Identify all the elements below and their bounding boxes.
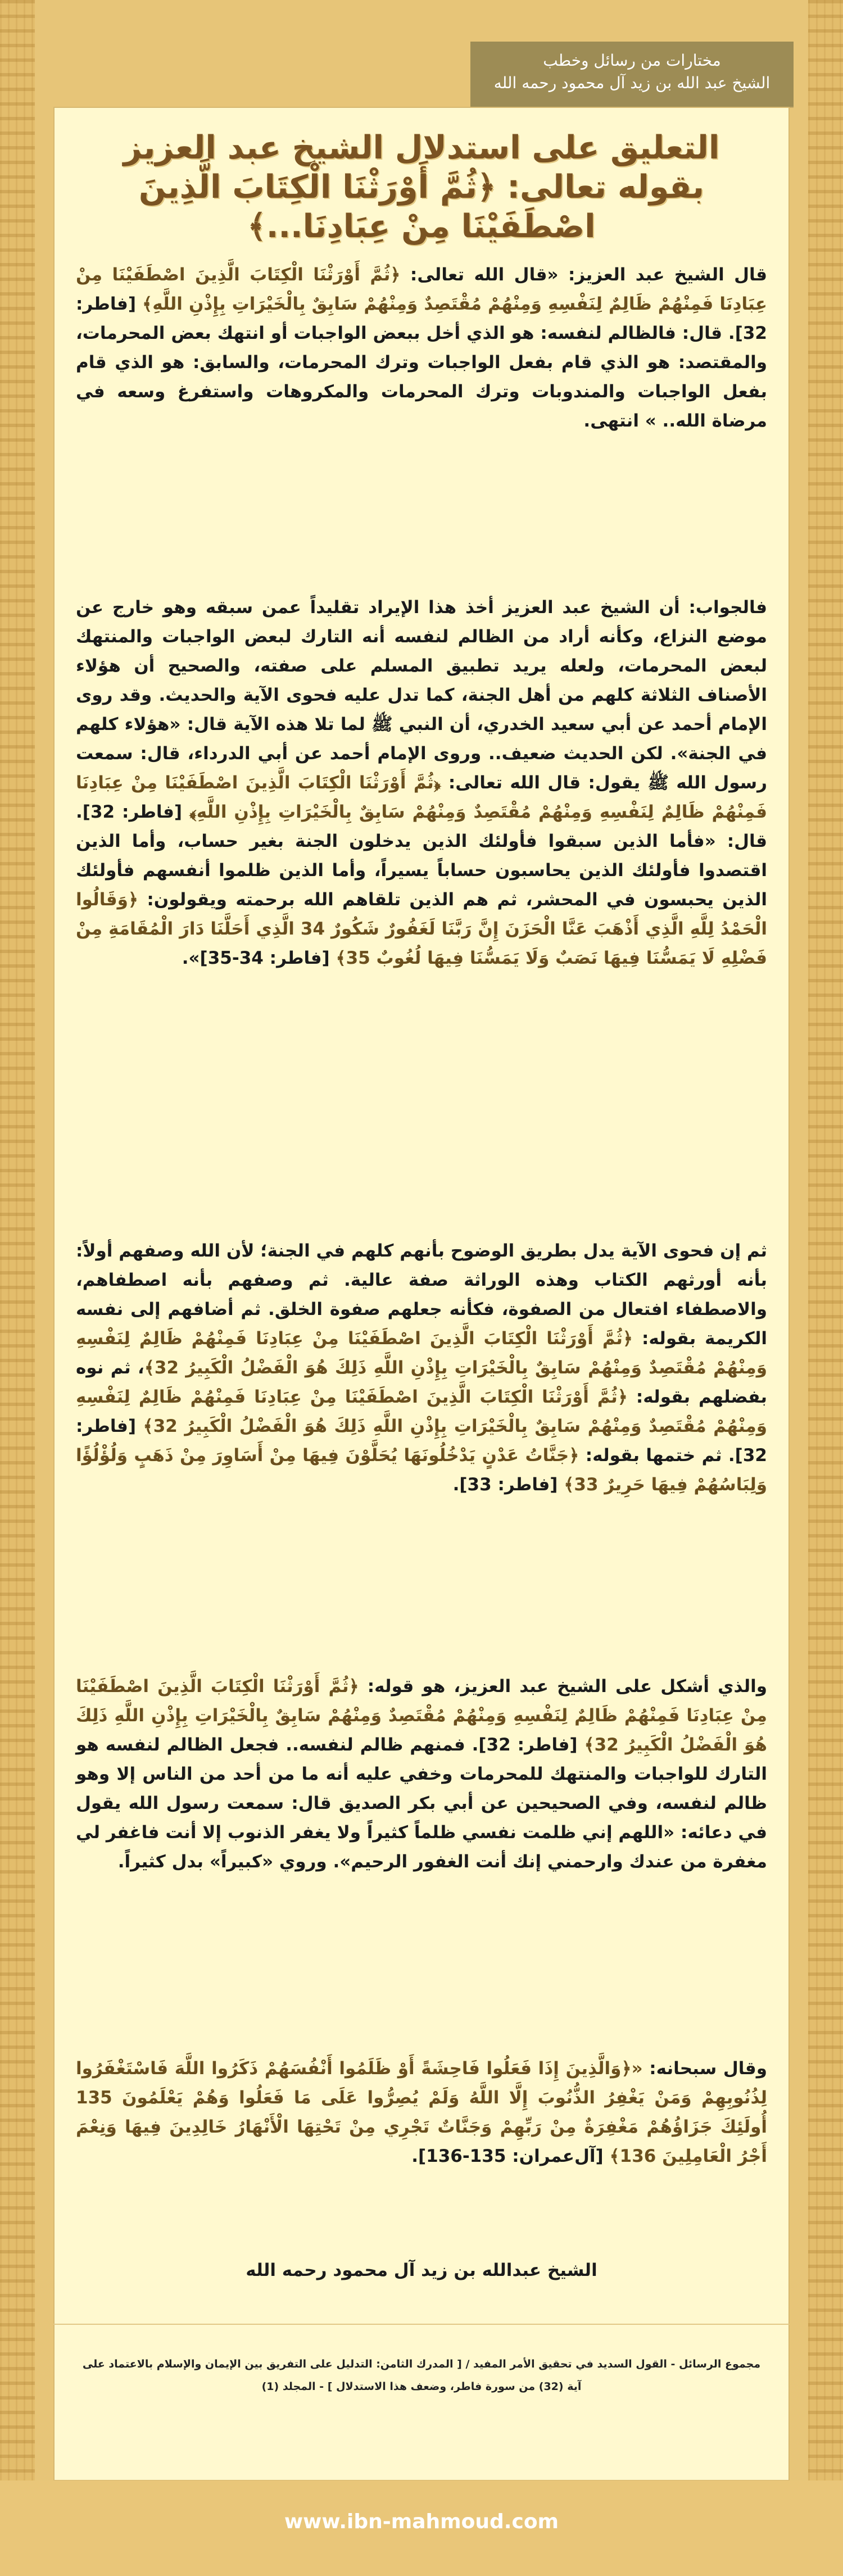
source-footnote: مجموع الرسائل - القول السديد في تحقيق الأمر المفيد / [ المدرك الثامن: التدليل على التفريق بين الإيمان والإسلام بالاعتماد على آية (32) من سورة فاطر، وضعف هذا الاستدلال ] - المجلد (1) — [82, 2358, 761, 2393]
quran-verse: «﴿وَالَّذِينَ إِذَا فَعَلُوا فَاحِشَةً أَوْ ظَلَمُوا أَنْفُسَهُمْ ذَكَرُوا اللَّهَ فَاسْتَغْفَرُوا لِذُنُوبِهِمْ وَمَنْ يَغْفِرُ الذُّنُوبَ إِلَّا اللَّهُ وَلَمْ يُصِرُّوا عَلَى مَا فَعَلُوا وَهُمْ يَعْلَمُونَ 135 أُولَئِكَ جَزَاؤُهُمْ مَغْفِرَةٌ مِنْ رَبِّهِمْ وَجَنَّاتٌ تَجْرِي مِنْ تَحْتِهَا الْأَنْهَارُ خَالِدِينَ فِيهَا وَنِعْمَ أَجْرُ الْعَامِلِينَ 136﴾ — [76, 2058, 767, 2166]
website-link[interactable]: www.ibn-mahmoud.com — [284, 2510, 559, 2533]
paragraph-text: ثم إن فحوى الآية يدل بطريق الوضوح بأنهم كلهم في الجنة؛ لأن الله وصفهم أولاً: بأنه أورثهم الكتاب وهذه الوراثة صفة عالية. ثم وصفهم بأنه اصطفاهم، والاصطفاء افتعال من الصفوة، فكأنه جعلهم صفوة الخلق. ثم أضافهم إلى نفسه الكريمة بقوله: — [76, 1241, 767, 1349]
paragraph-quote-abdulaziz — [76, 260, 767, 436]
paragraph-confusion — [76, 1672, 767, 1876]
quran-verse: ﴿وَقَالُوا الْحَمْدُ لِلَّهِ الَّذِي أَذْهَبَ عَنَّا الْحَزَنَ إِنَّ رَبَّنَا لَغَفُورٌ شَكُورٌ 34 الَّذِي أَحَلَّنَا دَارَ الْمُقَامَةِ مِنْ فَضْلِهِ لَا يَمَسُّنَا فِيهَا نَصَبٌ وَلَا يَمَسُّنَا فِيهَا لُغُوبٌ 35﴾ — [76, 890, 767, 968]
paragraph-text: [فاطر: 32]. ثم ختمها بقوله: — [76, 1416, 767, 1466]
right-ornament-border — [808, 0, 843, 2576]
paragraph-text: [فاطر: 32]. قال: فالظالم لنفسه: هو الذي أخل ببعض الواجبات أو انتهك بعض المحرمات، والمقتصد: هو الذي قام بفعل الواجبات وترك المحرمات، والسابق: هو الذي قام بفعل الواجبات والمندوبات وترك المحرمات والمكروهات واستفرغ وسعه في مرضاة الله.. » انتهى. — [76, 294, 767, 431]
paragraph-context-of-verse — [76, 1236, 767, 1499]
paragraph-text: [فاطر: 34-35]». — [182, 948, 336, 968]
quran-verse: ﴿ثُمَّ أَوْرَثْنَا الْكِتَابَ الَّذِينَ اصْطَفَيْنَا مِنْ عِبَادِنَا فَمِنْهُمْ ظَالِمٌ لِنَفْسِهِ وَمِنْهُمْ مُقْتَصِدٌ وَمِنْهُمْ سَابِقٌ بِالْخَيْرَاتِ بِإِذْنِ اللَّهِ﴾ — [76, 265, 767, 314]
paragraph-text: [آل‌عمران: 135-136]. — [411, 2146, 610, 2166]
quran-verse: ﴿ثُمَّ أَوْرَثْنَا الْكِتَابَ الَّذِينَ اصْطَفَيْنَا مِنْ عِبَادِنَا فَمِنْهُمْ ظَالِمٌ لِنَفْسِهِ وَمِنْهُمْ مُقْتَصِدٌ وَمِنْهُمْ سَابِقٌ بِالْخَيْرَاتِ بِإِذْنِ اللَّهِ ذَلِكَ هُوَ الْفَضْلُ الْكَبِيرُ 32﴾ — [76, 1328, 767, 1378]
paragraph-closing-verse — [76, 2054, 767, 2171]
paragraph-answer — [76, 593, 767, 973]
paragraph-text: [فاطر: 32]. فمنهم ظالم لنفسه.. فجعل الظالم لنفسه هو التارك للواجبات والمنتهك للمحرمات وخفي عليه أنه ما من أحد من الناس إلا وهو ظالم لنفسه، وفي الصحيحين عن أبي بكر الصديق قال: سمعت رسول الله يقول في دعائه: «اللهم إني ظلمت نفسي ظلماً كثيراً ولا يغفر الذنوب إلا أنت فاغفر لي مغفرة من عندك وارحمني إنك أنت الغفور الرحيم». وروي «كبيراً» بدل كثيراً. — [76, 1735, 767, 1872]
paragraph-text: [فاطر: 33]. — [452, 1475, 564, 1495]
signature: الشيخ عبدالله بن زيد آل محمود رحمه الله — [246, 2260, 597, 2280]
header-banner — [470, 42, 794, 107]
paragraph-text: فالجواب: أن الشيخ عبد العزيز أخذ هذا الإيراد تقليداً عمن سبقه وهو خارج عن موضع النزاع، وكأنه أراد من الظالم لنفسه أنه التارك لبعض الواجبات والمنتهك لبعض المحرمات، ولعله يريد تطبيق المسلم على صفته، والصحيح أن هؤلاء الأصناف الثلاثة كلهم من أهل الجنة، كما تدل عليه فحوى الآية والحديث. وقد روى الإمام أحمد عن أبي سعيد الخدري، أن النبي ﷺ لما تلا هذه الآية قال: «هؤلاء كلهم في الجنة». لكن الحديث ضعيف.. وروى الإمام أحمد عن أبي الدرداء، قال: سمعت رسول الله ﷺ يقول: قال الله تعالى: — [76, 597, 767, 793]
separator-line — [53, 2324, 790, 2325]
quran-verse: ﴿ثُمَّ أَوْرَثْنَا الْكِتَابَ الَّذِينَ اصْطَفَيْنَا مِنْ عِبَادِنَا فَمِنْهُمْ ظَالِمٌ لِنَفْسِهِ وَمِنْهُمْ مُقْتَصِدٌ وَمِنْهُمْ سَابِقٌ بِالْخَيْرَاتِ بِإِذْنِ اللَّهِ ذَلِكَ هُوَ الْفَضْلُ الْكَبِيرُ 32﴾ — [76, 1387, 767, 1436]
quran-verse: ﴿ثُمَّ أَوْرَثْنَا الْكِتَابَ الَّذِينَ اصْطَفَيْنَا مِنْ عِبَادِنَا فَمِنْهُمْ ظَالِمٌ لِنَفْسِهِ وَمِنْهُمْ مُقْتَصِدٌ وَمِنْهُمْ سَابِقٌ بِالْخَيْرَاتِ بِإِذْنِ اللَّهِ ذَلِكَ هُوَ الْفَضْلُ الْكَبِيرُ 32﴾ — [76, 1676, 767, 1755]
paragraph-text: وقال سبحانه: — [642, 2058, 767, 2079]
paragraph-text: قال الشيخ عبد العزيز: «قال الله تعالى: — [400, 265, 767, 285]
paragraph-text: والذي أشكل على الشيخ عبد العزيز، هو قوله: — [359, 1676, 767, 1697]
left-ornament-border — [0, 0, 35, 2576]
quran-verse: ﴿جَنَّاتُ عَدْنٍ يَدْخُلُونَهَا يُحَلَّوْنَ فِيهَا مِنْ أَسَاوِرَ مِنْ ذَهَبٍ وَلُؤْلُؤًا وَلِبَاسُهُمْ فِيهَا حَرِيرٌ 33﴾ — [76, 1445, 767, 1495]
quran-verse: ﴿ثُمَّ أَوْرَثْنَا الْكِتَابَ الَّذِينَ اصْطَفَيْنَا مِنْ عِبَادِنَا فَمِنْهُمْ ظَالِمٌ لِنَفْسِهِ وَمِنْهُمْ مُقْتَصِدٌ وَمِنْهُمْ سَابِقٌ بِالْخَيْرَاتِ بِإِذْنِ اللَّهِ﴾ — [76, 773, 767, 822]
paragraph-text: ، ثم نوه بفضلهم بقوله: — [76, 1358, 767, 1407]
header-series-title: مختارات من رسائل وخطب — [543, 51, 721, 70]
paragraph-text: [فاطر: 32]. قال: «فأما الذين سبقوا فأولئك الذين يدخلون الجنة بغير حساب، وأما الذين اقتصدوا فأولئك الذين يحاسبون حساباً يسيراً، وأما الذين ظلموا أنفسهم فأولئك الذين يحبسون في المحشر، ثم هم الذين تلقاهم الله برحمته ويقولون: — [76, 802, 767, 910]
header-author: الشيخ عبد الله بن زيد آل محمود رحمه الله — [493, 74, 771, 92]
article-title: التعليق على استدلال الشيخ عبد العزيز بقوله تعالى: ﴿ثُمَّ أَوْرَثْنَا الْكِتَابَ الَّذِينَ اصْطَفَيْنَا مِنْ عِبَادِنَا...﴾ — [123, 129, 720, 245]
